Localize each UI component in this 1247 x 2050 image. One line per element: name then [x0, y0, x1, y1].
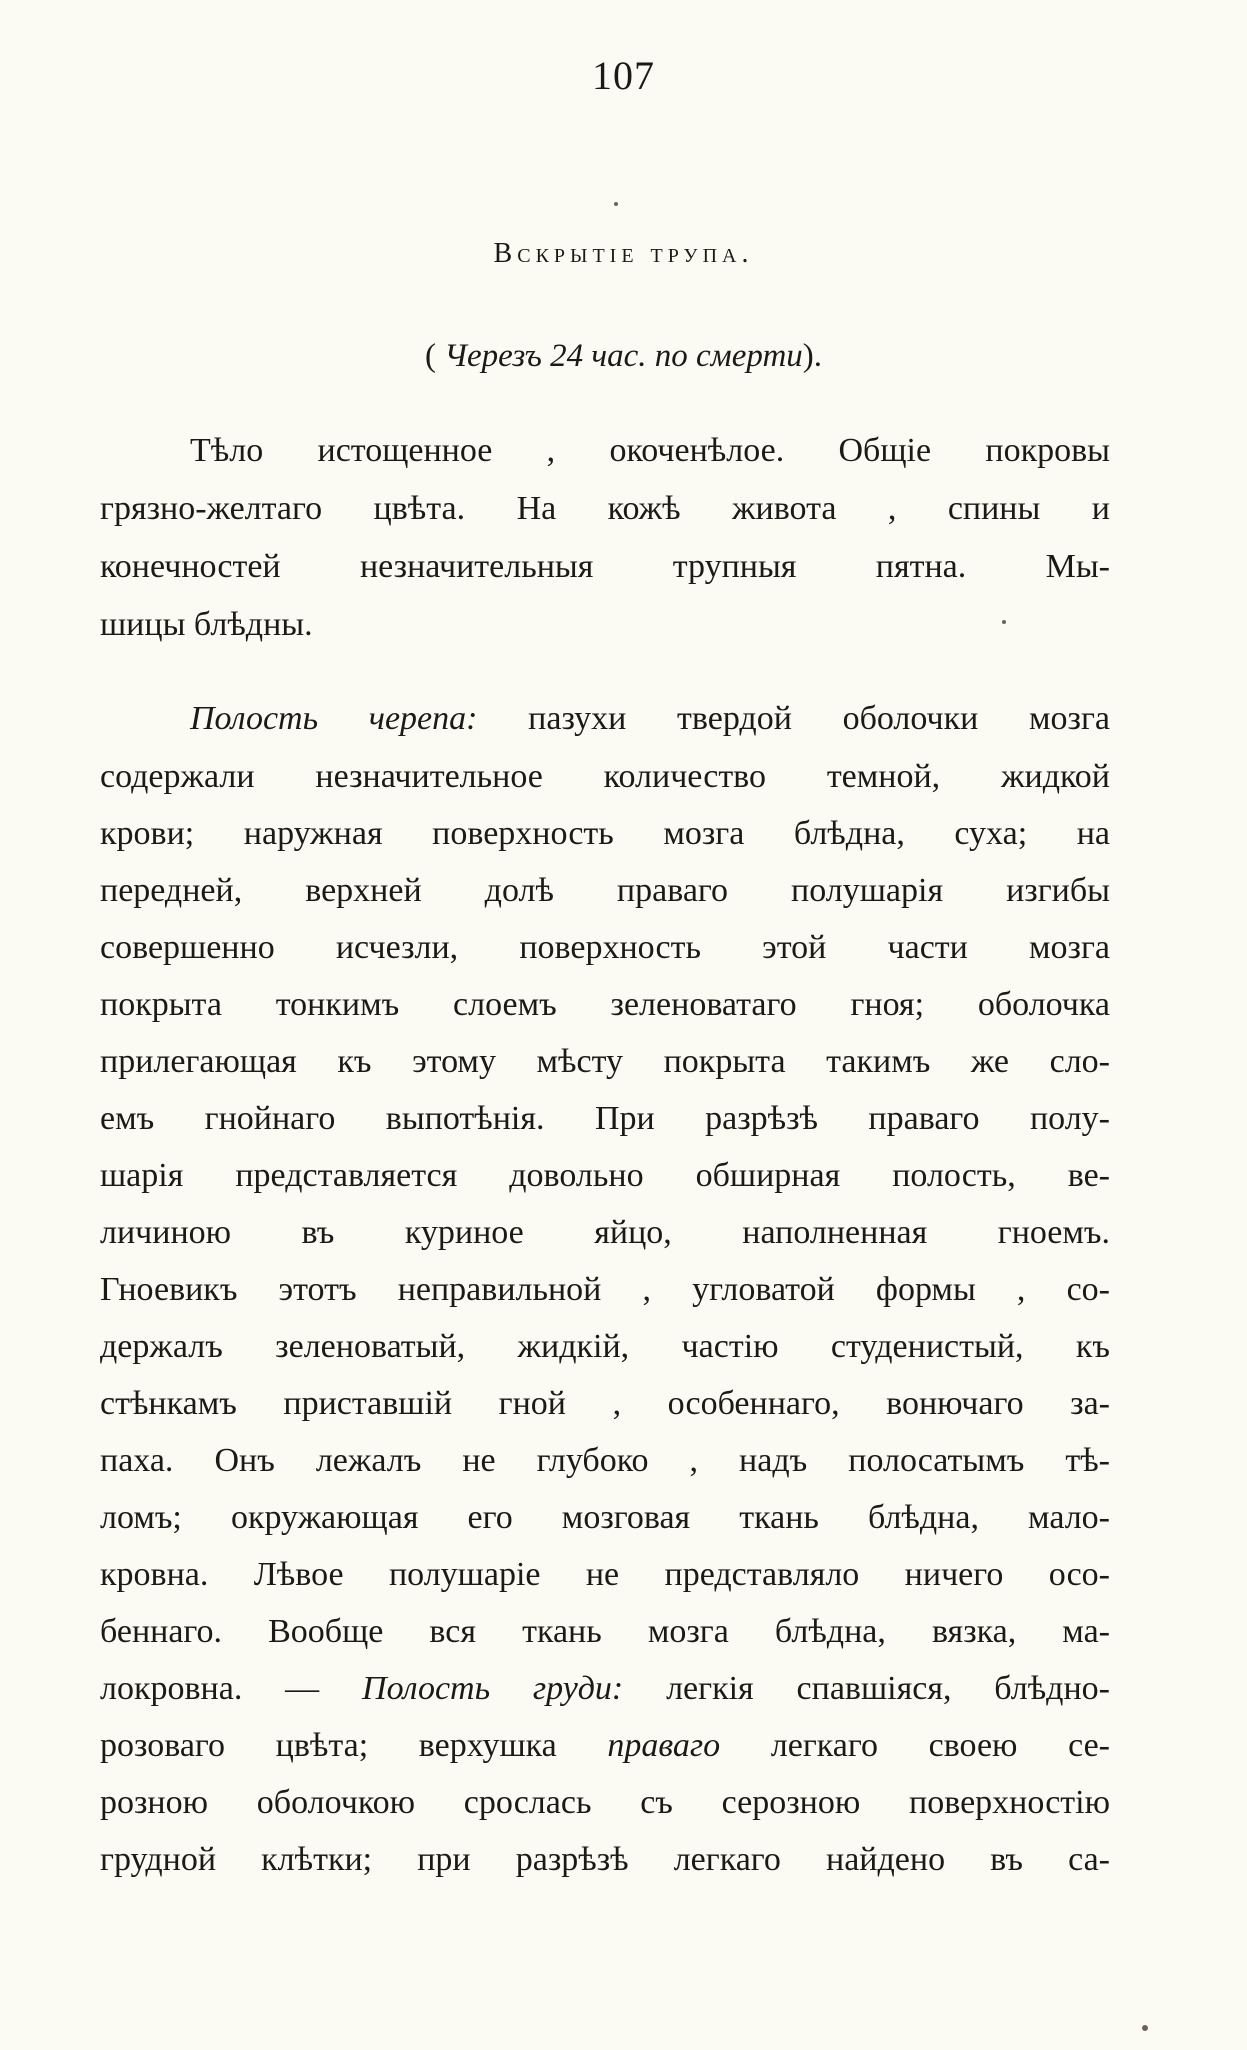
subtitle-text: Черезъ 24 час. по смерти — [444, 338, 803, 374]
paragraph2-line: совершенно исчезли, поверхность этой части мозга — [100, 929, 1110, 966]
subtitle-close-paren: ). — [802, 338, 823, 374]
paper-speck — [614, 202, 618, 206]
paragraph2-line: грудной клѣтки; при разрѣзѣ легкаго найдено въ са- — [100, 1841, 1110, 1878]
paragraph2-line: ломъ; окружающая его мозговая ткань блѣдна, мало- — [100, 1499, 1110, 1536]
paragraph2-line: стѣнкамъ приставшій гной , особеннаго, вонючаго за- — [100, 1385, 1110, 1422]
paragraph2-line: держалъ зеленоватый, жидкій, частію студенистый, къ — [100, 1328, 1110, 1365]
paragraph2-line: паха. Онъ лежалъ не глубоко , надъ полосатымъ тѣ- — [100, 1442, 1110, 1479]
paragraph2-line: беннаго. Вообще вся ткань мозга блѣдна, вязка, ма- — [100, 1613, 1110, 1650]
paragraph1-line: конечностей незначительныя трупныя пятна. Мы- — [100, 548, 1110, 585]
paragraph2-line: передней, верхней долѣ праваго полушарія изгибы — [100, 872, 1110, 909]
paragraph2-line: локровна. — Полость груди: легкія спавшіяся, блѣдно- — [100, 1670, 1110, 1707]
paragraph1-line: шицы блѣдны. — [100, 606, 313, 643]
paragraph2-line: содержали незначительное количество темной, жидкой — [100, 758, 1110, 795]
paragraph2-line: крови; наружная поверхность мозга блѣдна, суха; на — [100, 815, 1110, 852]
paragraph1-line: Тѣло истощенное , окоченѣлое. Общіе покровы — [190, 432, 1110, 469]
paragraph2-line: шарія представляется довольно обширная полость, ве- — [100, 1157, 1110, 1194]
paragraph2-line: личиною въ куриное яйцо, наполненная гноемъ. — [100, 1214, 1110, 1251]
paragraph2-line: прилегающая къ этому мѣсту покрыта такимъ же сло- — [100, 1043, 1110, 1080]
subtitle — [0, 338, 1247, 375]
paragraph2-line: розною оболочкою срослась съ серозною поверхностію — [100, 1784, 1110, 1821]
paragraph2-line: покрыта тонкимъ слоемъ зеленоватаго гноя; оболочка — [100, 986, 1110, 1023]
heading-skull-cavity: Полость черепа: — [190, 700, 478, 737]
emphasis-right: праваго — [607, 1727, 721, 1764]
paper-speck — [1002, 620, 1006, 624]
heading-chest-cavity: Полость груди: — [362, 1670, 624, 1707]
paragraph2-line: кровна. Лѣвое полушаріе не представляло ничего осо- — [100, 1556, 1110, 1593]
paragraph2-line: емъ гнойнаго выпотѣнія. При разрѣзѣ праваго полу- — [100, 1100, 1110, 1137]
paragraph1-line: грязно-желтаго цвѣта. На кожѣ живота , спины и — [100, 490, 1110, 527]
paper-speck — [1142, 2025, 1148, 2031]
paragraph2-line: Гноевикъ этотъ неправильной , угловатой формы , со- — [100, 1271, 1110, 1308]
subtitle-open-paren: ( — [424, 338, 436, 374]
paragraph2-line: розоваго цвѣта; верхушка праваго легкаго своею се- — [100, 1727, 1110, 1764]
paragraph2-line: Полость черепа: пазухи твердой оболочки мозга — [190, 700, 1111, 737]
page-number: 107 — [592, 53, 655, 98]
section-title: Вскрытіе трупа. — [493, 238, 754, 269]
